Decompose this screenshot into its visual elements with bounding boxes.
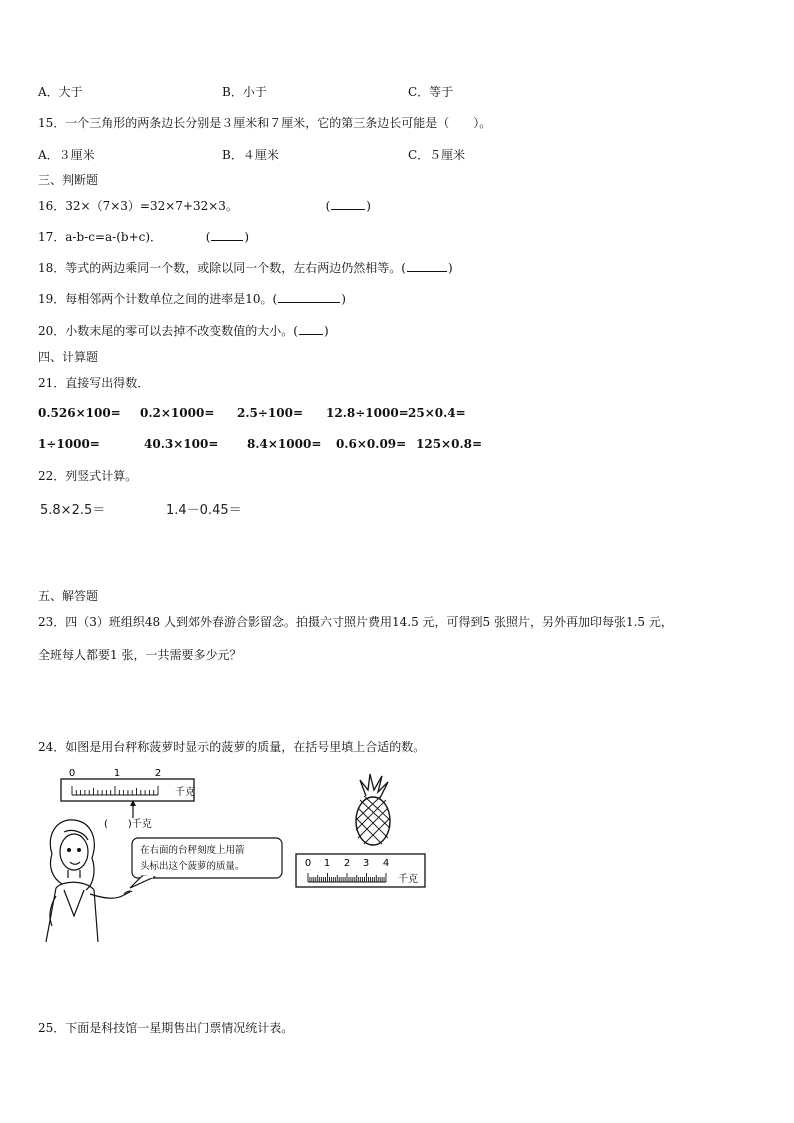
q22-question: 22．列竖式计算。 (38, 469, 138, 483)
speech-line-1: 在右面的台秤刻度上用箭 (140, 845, 245, 856)
q20-question (38, 323, 329, 339)
q21-item: 0.6×0.09= (336, 437, 407, 451)
left-scale-unit: 千克 (175, 787, 195, 798)
girl-illustration (46, 820, 132, 942)
q24-figure (34, 766, 444, 946)
q16-question (38, 198, 371, 214)
q18-question (38, 260, 453, 276)
q21-item: 12.8÷1000= (326, 406, 409, 420)
q20-answer-blank[interactable]: ( ) (293, 324, 329, 338)
q21-question: 21．直接写出得数． (38, 376, 150, 390)
right-scale-tick-label: 2 (343, 858, 351, 869)
section-title-calc: 四、计算题 (38, 350, 99, 364)
section-title-solve: 五、解答题 (38, 589, 99, 603)
q24-answer-label: ( )千克 (104, 819, 152, 830)
q23-line-1: 23．四（3）班组织48 人到郊外春游合影留念。拍摄六寸照片费用14.5 元，可得到5 张照片，另外再加印每张1.5 元， (38, 615, 673, 629)
left-scale-tick-label: 0 (68, 768, 76, 779)
q16-answer-blank[interactable]: ( ) (325, 199, 371, 213)
section-title-judge: 三、判断题 (38, 173, 99, 187)
right-scale (296, 854, 425, 887)
right-scale-tick-label: 3 (362, 858, 370, 869)
q19-question (38, 291, 346, 307)
q21-item: 125×0.8= (416, 437, 483, 451)
left-scale-tick-label: 2 (154, 768, 162, 779)
q15-option-b: B．４厘米 (222, 148, 279, 162)
speech-bubble (130, 838, 282, 888)
left-scale (61, 768, 195, 818)
q18-text: 18．等式的两边乘同一个数，或除以同一个数，左右两边仍然相等。 (38, 261, 402, 275)
q21-item: 0.526×100= (38, 406, 121, 420)
q22-item-1: 5.8×2.5＝ (40, 503, 106, 518)
q24-question: 24．如图是用台秤称菠萝时显示的菠萝的质量，在括号里填上合适的数。 (38, 740, 426, 754)
q18-answer-blank[interactable]: ( ) (401, 261, 453, 275)
q16-text: 16．32×（7×3）=32×7+32×3。 (38, 199, 238, 213)
left-scale-tick-label: 1 (113, 768, 121, 779)
q24-illustration (34, 766, 444, 946)
q21-item: 40.3×100= (144, 437, 219, 451)
q21-item: 25×0.4= (408, 406, 466, 420)
q21-item: 2.5÷100= (237, 406, 304, 420)
speech-line-2: 头标出这个菠萝的质量。 (140, 861, 245, 872)
q23-line-2: 全班每人都要1 张，一共需要多少元？ (38, 648, 242, 662)
q21-item: 0.2×1000= (140, 406, 215, 420)
q15-option-c: C．５厘米 (408, 148, 466, 162)
right-scale-tick-label: 1 (323, 858, 331, 869)
q15-option-a: A．３厘米 (38, 148, 95, 162)
right-scale-tick-label: 4 (382, 858, 390, 869)
q14-option-a: A．大于 (38, 85, 83, 99)
q19-text: 19．每相邻两个计数单位之间的进率是10。 (38, 292, 273, 306)
q15-question: 15．一个三角形的两条边长分别是３厘米和７厘米，它的第三条边长可能是（ ）。 (38, 116, 492, 130)
pineapple-icon (356, 774, 390, 845)
q22-item-2: 1.4－0.45＝ (166, 503, 242, 518)
q17-answer-blank[interactable]: ( ) (205, 230, 250, 244)
right-scale-tick-label: 0 (304, 858, 312, 869)
q19-answer-blank[interactable]: ( ) (272, 292, 346, 306)
q17-question (38, 229, 249, 245)
q14-option-c: C．等于 (408, 85, 454, 99)
q21-item: 8.4×1000= (247, 437, 322, 451)
q21-item: 1÷1000= (38, 437, 100, 451)
q14-option-b: B．小于 (222, 85, 267, 99)
q17-text: 17．a-b-c=a-(b+c)． (38, 230, 163, 244)
right-scale-unit: 千克 (398, 874, 418, 885)
q25-question: 25．下面是科技馆一星期售出门票情况统计表。 (38, 1021, 294, 1035)
q20-text: 20．小数末尾的零可以去掉不改变数值的大小。 (38, 324, 294, 338)
